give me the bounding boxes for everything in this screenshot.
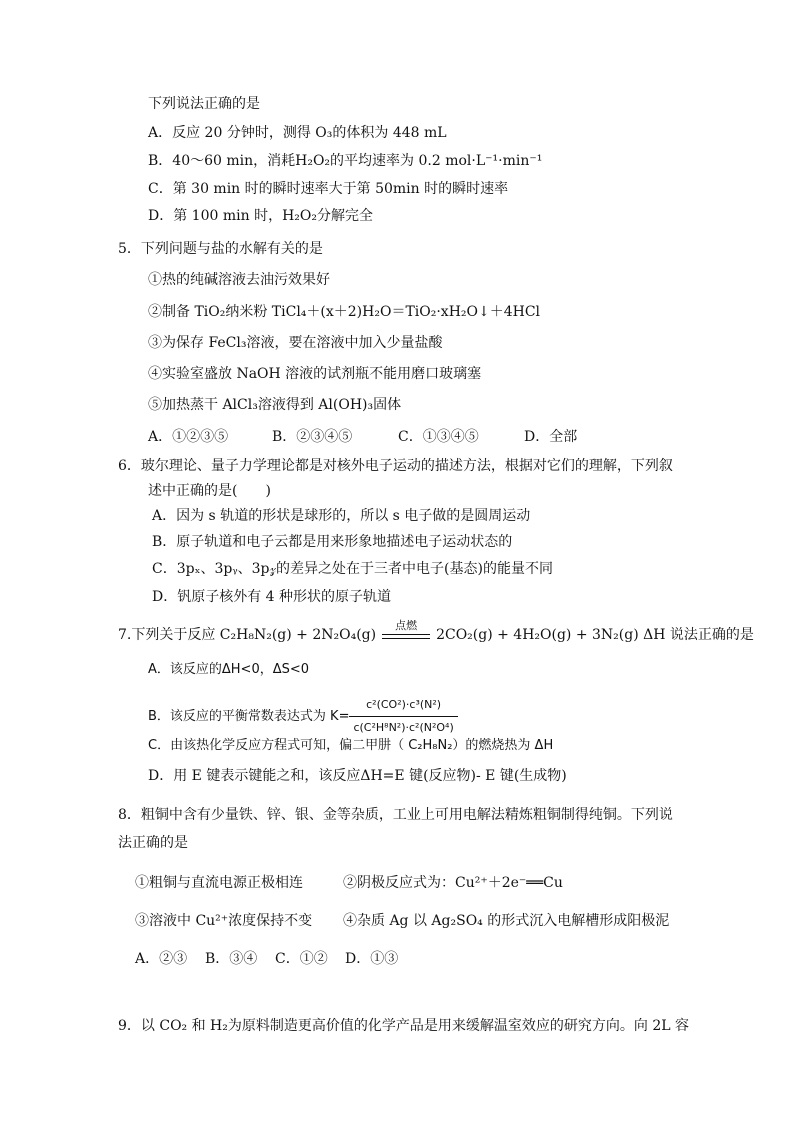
q4-option-d: D．第 100 min 时，H₂O₂分解完全	[148, 208, 373, 224]
q8-option-b: B．③④	[205, 951, 258, 967]
q8-items-row2	[135, 911, 669, 931]
q5-stem: 5．下列问题与盐的水解有关的是	[118, 241, 323, 257]
q8-items-row1	[135, 873, 563, 893]
q5-item-2: ②制备 TiO₂纳米粉 TiCl₄＋(x＋2)H₂O＝TiO₂·xH₂O↓＋4HCl	[148, 304, 541, 320]
q7-option-a: A．该反应的ΔH<0，ΔS<0	[148, 662, 310, 677]
q8-option-a: A．②③	[135, 951, 188, 967]
ignition-arrow	[380, 619, 432, 645]
q6-option-a: A．因为 s 轨道的形状是球形的，所以 s 电子做的是圆周运动	[152, 508, 531, 524]
q8-option-d: D．①③	[345, 951, 399, 967]
q7-stem-reactants: 7.下列关于反应 C₂H₈N₂(g) + 2N₂O₄(g)	[118, 627, 377, 643]
q4-option-a: A．反应 20 分钟时，测得 O₃的体积为 448 mL	[148, 125, 447, 141]
q9-stem-line1: 9．以 CO₂ 和 H₂为原料制造更高价值的化学产品是用来缓解温室效应的研究方向。向 2L 容	[118, 1018, 689, 1034]
q5-item-1: ①热的纯碱溶液去油污效果好	[148, 272, 330, 288]
equilibrium-constant-fraction	[349, 695, 457, 738]
q7-option-c: C．由该热化学反应方程式可知，偏二甲肼（ C₂H₈N₂）的燃烧热为 ΔH	[148, 738, 554, 753]
q8-item-3: ③溶液中 Cu²⁺浓度保持不变	[135, 913, 313, 929]
q5-options	[148, 427, 577, 447]
q6-stem-line1: 6．玻尔理论、量子力学理论都是对核外电子运动的描述方法，根据对它们的理解，下列叙	[118, 458, 673, 474]
q4-option-b: B．40～60 min，消耗H₂O₂的平均速率为 0.2 mol·L⁻¹·min⁻¹	[148, 153, 543, 169]
q6-option-d: D．钒原子核外有 4 种形状的原子轨道	[152, 589, 392, 605]
ignition-label: 点燃	[395, 619, 418, 632]
q4-stem: 下列说法正确的是	[148, 96, 260, 112]
q5-item-4: ④实验室盛放 NaOH 溶液的试剂瓶不能用磨口玻璃塞	[148, 366, 482, 382]
q7-option-b	[148, 695, 458, 738]
fraction-denominator: c(C²H⁸N²)·c²(N²O⁴)	[353, 721, 454, 734]
q5-option-b: B．②③④⑤	[272, 429, 353, 445]
q8-stem-line1: 8．粗铜中含有少量铁、锌、银、金等杂质，工业上可用电解法精炼粗铜制得纯铜。下列说	[118, 807, 673, 823]
q5-option-c: C．①③④⑤	[398, 429, 479, 445]
q7-stem-products: 2CO₂(g) + 4H₂O(g) + 3N₂(g) ΔH 说法正确的是	[436, 627, 754, 643]
q8-item-1: ①粗铜与直流电源正极相连	[135, 875, 303, 891]
q6-option-c: C．3pₓ、3pᵧ、3p𝓏的差异之处在于三者中电子(基态)的能量不同	[152, 561, 553, 577]
fraction-numerator: c²(CO²)·c³(N²)	[349, 695, 457, 717]
q6-stem-line2: 述中正确的是( )	[148, 483, 271, 499]
q8-stem-line2: 法正确的是	[118, 835, 188, 851]
q6-option-b: B．原子轨道和电子云都是用来形象地描述电子运动状态的	[152, 534, 513, 550]
q8-option-c: C．①②	[275, 951, 328, 967]
q5-item-5: ⑤加热蒸干 AlCl₃溶液得到 Al(OH)₃固体	[148, 397, 402, 413]
q8-options	[135, 949, 398, 969]
q5-option-a: A．①②③⑤	[148, 429, 229, 445]
q7-option-d: D．用 E 键表示键能之和，该反应ΔH=E 键(反应物)- E 键(生成物)	[148, 768, 567, 784]
q8-item-4: ④杂质 Ag 以 Ag₂SO₄ 的形式沉入电解槽形成阳极泥	[343, 913, 670, 929]
q4-option-c: C．第 30 min 时的瞬时速率大于第 50min 时的瞬时速率	[148, 181, 509, 197]
q7-option-b-prefix: B．该反应的平衡常数表达式为 K=	[148, 709, 350, 724]
q5-option-d: D．全部	[524, 429, 578, 445]
q5-item-3: ③为保存 FeCl₃溶液，要在溶液中加入少量盐酸	[148, 335, 443, 351]
q8-item-2: ②阴极反应式为：Cu²⁺＋2e⁻══Cu	[343, 875, 563, 891]
q7-stem	[118, 619, 754, 645]
